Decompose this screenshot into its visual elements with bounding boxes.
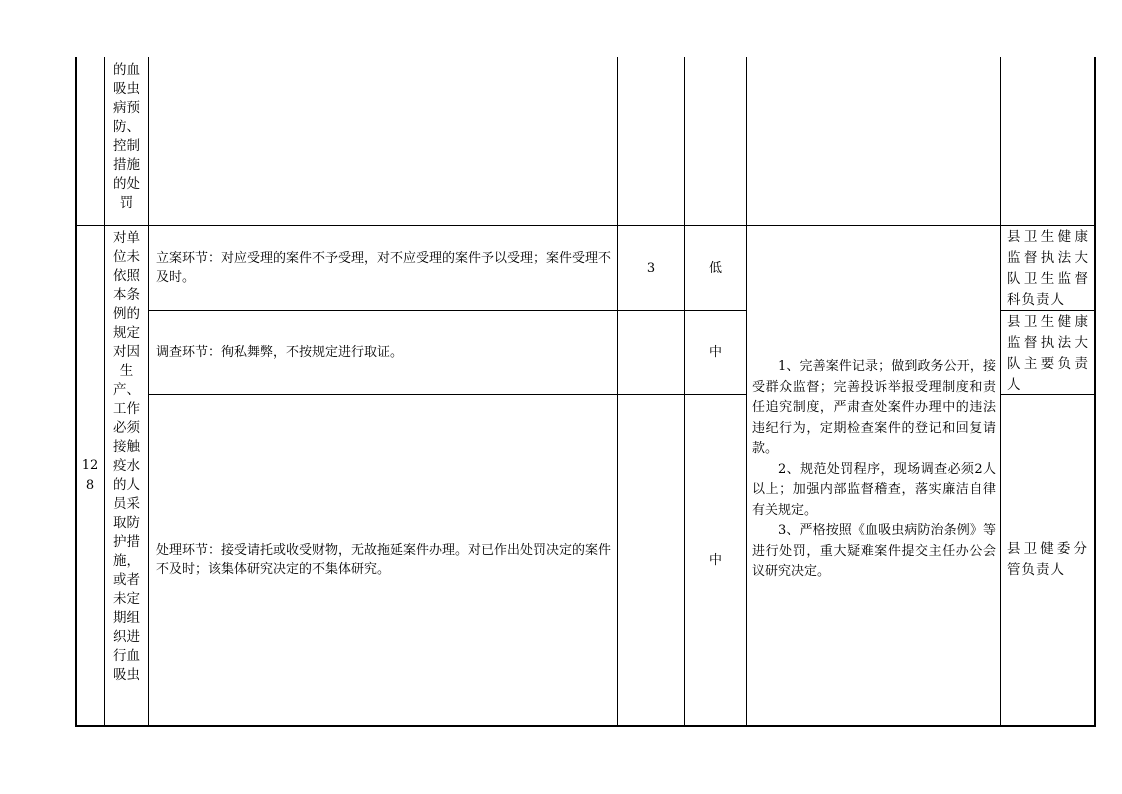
level-value: 中 [708, 552, 722, 568]
table-col-line [746, 57, 747, 727]
responsible-person: 县卫健委分管负责人 [1007, 541, 1088, 578]
measure-item: 3、严格按照《血吸虫病防治条例》等进行处罚，重大疑难案件提交主任办公会议研究决定。 [752, 523, 996, 579]
row-number-cell [76, 226, 104, 725]
prevention-measures [752, 357, 996, 583]
score-value: 3 [646, 260, 656, 276]
level-value: 低 [708, 260, 722, 276]
risk-point-cell [150, 395, 617, 725]
table-border-right [1094, 57, 1096, 727]
level-cell [685, 311, 746, 394]
risk-point-text: 调查环节：徇私舞弊，不按规定进行取证。 [156, 345, 404, 360]
risk-point-cell [150, 311, 617, 394]
responsible-person: 县卫生健康监督执法大队主要负责人 [1007, 314, 1089, 393]
score-cell [618, 226, 684, 310]
level-value: 中 [708, 345, 722, 360]
risk-point-text: 处理环节：接受请托或收受财物，无故拖延案件办理。对已作出处罚决定的案件不及时；该集体研究决定的不集体研究。 [156, 543, 612, 577]
level-cell [685, 395, 746, 725]
row-item-text: 对单 位未 依照 本条 例的 规定 对因 生 产、 工作 必须 接触 疫水 的人 员采 取防 护措 施， 或者 未定 期组 织进 行血 吸虫 [113, 230, 140, 683]
measure-item: 1、完善案件记录；做到政务公开，接受群众监督；完善投诉举报受理制度和责任追究制度，严肃查处案件办理中的违法违纪行为，定期检查案件的登记和回复请款。 [752, 359, 996, 456]
prev-row-item-text: 的血 吸虫 病预 防、 控制 措施 的处 罚 [113, 62, 140, 211]
score-cell [618, 395, 684, 725]
responsible-cell [1001, 395, 1094, 725]
table-col-line [148, 57, 149, 727]
risk-point-cell [150, 226, 617, 310]
row-number: 12 8 [81, 457, 99, 493]
level-cell [685, 226, 746, 310]
risk-point-text: 立案环节：对应受理的案件不予受理，对不应受理的案件予以受理；案件受理不及时。 [156, 251, 612, 285]
table-border-bottom [75, 725, 1096, 727]
responsible-person: 县卫生健康监督执法大队卫生监督科负责人 [1007, 229, 1089, 308]
measure-item: 2、规范处罚程序，现场调查必须2人以上；加强内部监督稽查，落实廉洁自律有关规定。 [752, 461, 996, 518]
score-cell [618, 311, 684, 394]
